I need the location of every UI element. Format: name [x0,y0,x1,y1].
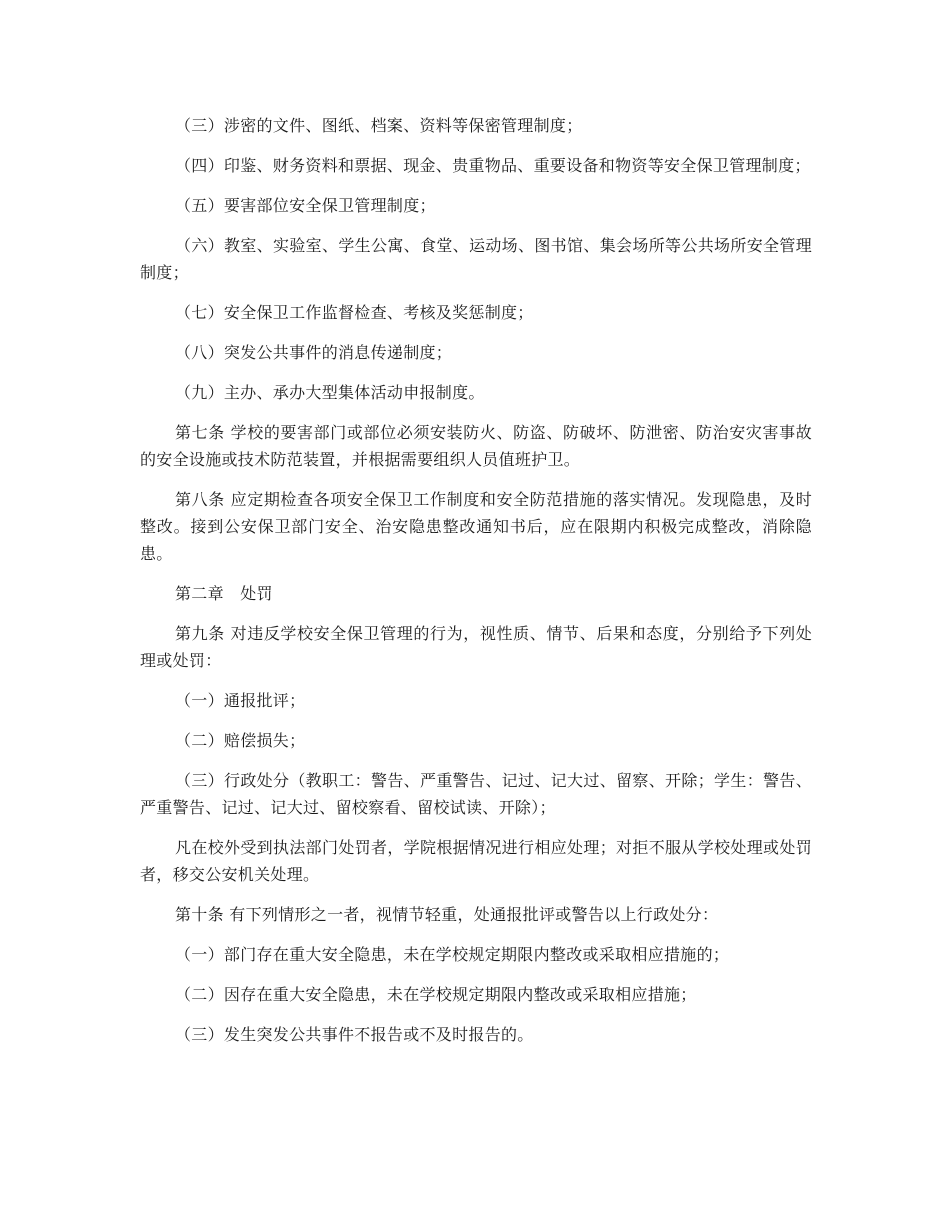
penalty-item-1: （一）通报批评； [175,691,306,710]
document-page [140,112,812,1061]
clause-item-4-seals-finance: （四）印鉴、财务资料和票据、现金、贵重物品、重要设备和物资等安全保卫管理制度； [175,156,811,175]
article-10-item-3: （三）发生突发公共事件不报告或不及时报告的。 [175,1025,534,1044]
clause-item-7-supervision: （七）安全保卫工作监督检查、考核及奖惩制度； [175,303,534,322]
article-7: 第七条 学校的要害部门或部位必须安装防火、防盗、防破坏、防泄密、防治安灾害事故的安全设施或技术防范装置，并根据需要组织人员值班护卫。 [140,423,812,469]
clause-item-5-key-areas: （五）要害部位安全保卫管理制度； [175,196,436,215]
article-10-item-2: （二）因存在重大安全隐患，未在学校规定期限内整改或采取相应措施； [175,985,697,1004]
clause-item-9-large-events: （九）主办、承办大型集体活动申报制度。 [175,383,485,402]
clause-item-6-public-places: （六）教室、实验室、学生公寓、食堂、运动场、图书馆、集会场所等公共场所安全管理制度； [140,236,812,282]
article-10-item-1: （一）部门存在重大安全隐患，未在学校规定期限内整改或采取相应措施的； [175,945,730,964]
penalty-item-2: （二）赔偿损失； [175,731,306,750]
off-campus-clause: 凡在校外受到执法部门处罚者，学院根据情况进行相应处理；对拒不服从学校处理或处罚者，移交公安机关处理。 [140,838,812,884]
clause-item-8-emergency-info: （八）突发公共事件的消息传递制度； [175,343,453,362]
clause-item-3-confidential: （三）涉密的文件、图纸、档案、资料等保密管理制度； [175,116,583,135]
chapter-heading: 第二章 处罚 [175,584,273,603]
article-10: 第十条 有下列情形之一者，视情节轻重，处通报批评或警告以上行政处分： [175,905,719,924]
penalty-item-3: （三）行政处分（教职工：警告、严重警告、记过、记大过、留察、开除；学生：警告、严重警告、记过、记大过、留校察看、留校试读、开除）； [140,771,812,817]
article-8: 第八条 应定期检查各项安全保卫工作制度和安全防范措施的落实情况。发现隐患，及时整改。接到公安保卫部门安全、治安隐患整改通知书后，应在限期内积极完成整改，消除隐患。 [140,490,812,563]
article-9: 第九条 对违反学校安全保卫管理的行为，视性质、情节、后果和态度，分别给予下列处理或处罚： [140,624,812,670]
